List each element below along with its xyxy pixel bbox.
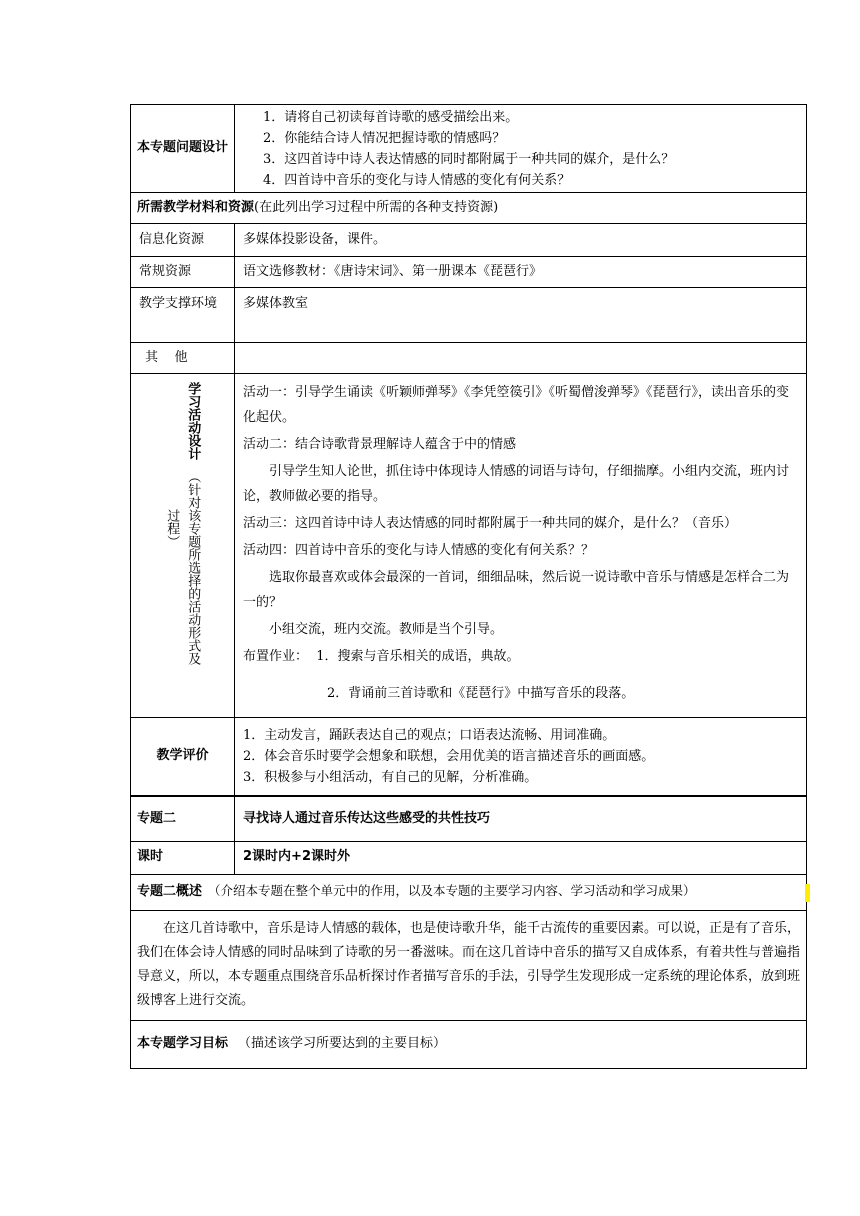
- overview-text-row: [131, 910, 807, 1020]
- activity-item: 选取你最喜欢或体会最深的一首词，细细品味，然后说一说诗歌中音乐与情感是怎样合二为一的？: [243, 570, 790, 610]
- topic-two-value: 寻找诗人通过音乐传达这些感受的共性技巧: [235, 796, 807, 841]
- topic-two-label: 专题二: [131, 796, 235, 841]
- hours-row: [131, 841, 807, 874]
- resource-value: [235, 343, 807, 374]
- activity-item: 活动二：结合诗歌背景理解诗人蕴含于中的情感: [243, 437, 517, 452]
- resource-value: 多媒体投影设备，课件。: [235, 224, 807, 257]
- evaluation-row: [131, 718, 807, 796]
- evaluation-item: 1．主动发言，踊跃表达自己的观点；口语表达流畅、用词准确。: [243, 728, 616, 743]
- question-item: 4．四首诗中音乐的变化与诗人情感的变化有何关系？: [263, 172, 571, 188]
- activity-item: 活动三：这四首诗中诗人表达情感的同时都附属于一种共同的媒介，是什么？（音乐）: [243, 516, 738, 531]
- activity-content: [235, 374, 807, 718]
- evaluation-label: 教学评价: [131, 718, 235, 796]
- topic-one-table: [130, 104, 807, 224]
- activity-label-note: （针对该专题所选择的活动形式及: [185, 470, 201, 665]
- question-list: [235, 105, 807, 193]
- activity-label-title: 学习活动设计: [185, 382, 201, 460]
- resource-value: 多媒体教室: [235, 288, 807, 343]
- evaluation-item: 2．体会音乐时要学会想象和联想，会用优美的语言描述音乐的画面感。: [243, 749, 655, 764]
- resource-row: [131, 257, 807, 288]
- question-item: 3．这四首诗中诗人表达情感的同时都附属于一种共同的媒介，是什么？: [263, 151, 675, 167]
- resource-label: 常规资源: [131, 257, 235, 288]
- question-item: 2．你能结合诗人情况把握诗歌的情感吗？: [263, 130, 506, 146]
- materials-header-title: 所需教学材料和资源: [137, 199, 255, 215]
- overview-header-row: [131, 874, 807, 910]
- overview-note: （介绍本专题在整个单元中的作用，以及本专题的主要学习内容、学习活动和学习成果）: [208, 883, 696, 899]
- activity-label-cell: [131, 374, 235, 718]
- activity-item: 活动四：四首诗中音乐的变化与诗人情感的变化有何关系？？: [243, 543, 595, 558]
- evaluation-list: [235, 718, 807, 796]
- topic-two-table: [130, 795, 807, 1069]
- activity-row: [131, 374, 807, 718]
- overview-header: [131, 874, 807, 910]
- goal-row: [131, 1020, 807, 1068]
- document-page: [130, 104, 806, 1069]
- hours-label: 课时: [131, 841, 235, 874]
- highlight-mark: [805, 884, 810, 902]
- topic-two-row: [131, 796, 807, 841]
- activity-label-note-end: 过程）: [164, 509, 180, 548]
- resources-table: [130, 223, 807, 796]
- question-item: 1．请将自己初读每首诗歌的感受描绘出来。: [263, 109, 519, 125]
- resource-label: 教学支撑环境: [131, 288, 235, 343]
- activity-item: 布置作业： 1．搜索与音乐相关的成语，典故。: [243, 649, 520, 664]
- evaluation-item: 3．积极参与小组活动，有自己的见解，分析准确。: [243, 770, 538, 785]
- materials-header: [131, 193, 807, 224]
- overview-label: 专题二概述: [137, 884, 203, 900]
- resource-row: [131, 224, 807, 257]
- materials-header-row: [131, 193, 807, 224]
- resource-value: 语文选修教材：《唐诗宋词》、第一册课本《琵琶行》: [235, 257, 807, 288]
- hours-value: 2课时内+2课时外: [235, 841, 807, 874]
- goal-label: 本专题学习目标: [137, 1035, 229, 1051]
- activity-item: 活动一：引导学生诵读《听颖师弹琴》《李凭箜篌引》《听蜀僧浚弹琴》《琵琶行》，读出音乐的变化起伏。: [243, 385, 790, 425]
- activity-item: 小组交流，班内交流。教师是当个引导。: [269, 622, 504, 637]
- materials-header-note: (在此列出学习过程中所需的各种支持资源): [254, 199, 499, 215]
- activity-item: 引导学生知人论世，抓住诗中体现诗人情感的词语与诗句，仔细揣摩。小组内交流，班内讨论，教师做必要的指导。: [243, 464, 790, 504]
- question-design-label: 本专题问题设计: [131, 105, 235, 193]
- overview-text: 在这几首诗歌中，音乐是诗人情感的载体，也是使诗歌升华，能千古流传的重要因素。可以说，正是有了音乐，我们在体会诗人情感的同时品味到了诗歌的另一番滋味。而在这几首诗中音乐的描写又自成体系，有着共性与普遍指导意义，所以，本专题重点围绕音乐品析探讨作者描写音乐的手法，引导学生发现形成一定系统的理论体系，放到班级博客上进行交流。: [131, 910, 807, 1020]
- resource-label: 信息化资源: [131, 224, 235, 257]
- goal-note: （描述该学习所要达到的主要目标）: [238, 1035, 447, 1051]
- resource-label: 其 他: [131, 343, 235, 374]
- resource-row: [131, 343, 807, 374]
- resource-row: [131, 288, 807, 343]
- activity-item: 2．背诵前三首诗歌和《琵琶行》中描写音乐的段落。: [327, 686, 635, 701]
- question-design-row: [131, 105, 807, 193]
- goal-header: [131, 1020, 807, 1068]
